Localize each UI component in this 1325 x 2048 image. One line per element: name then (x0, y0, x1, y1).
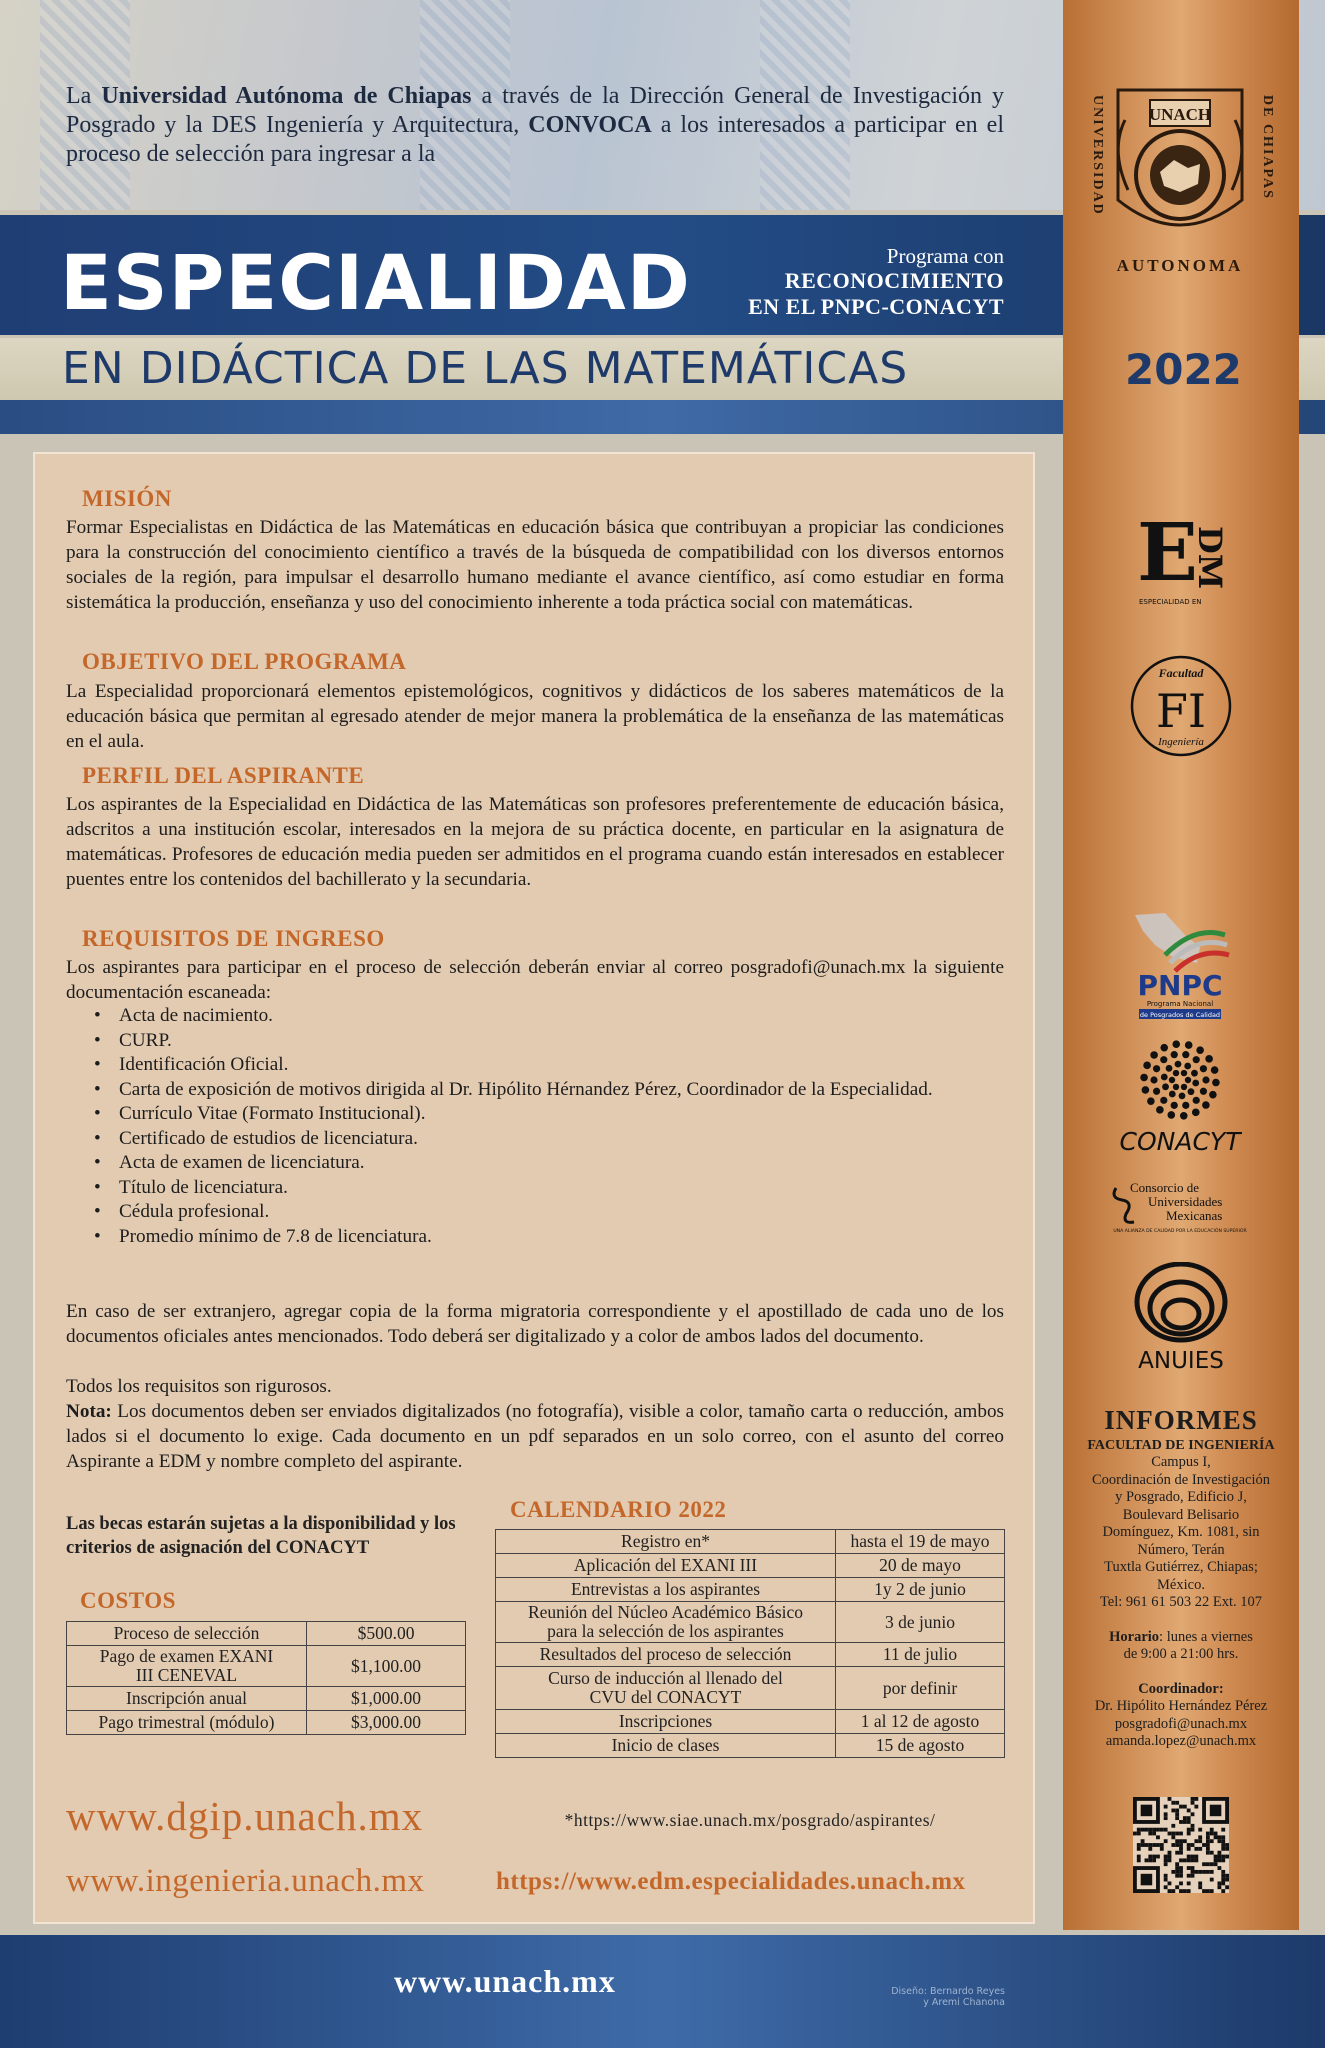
pnpc-logo-icon (1125, 905, 1235, 1020)
dgip-link[interactable]: www.dgip.unach.mx (66, 1793, 424, 1839)
table-cell: Pago de examen EXANI III CENEVAL (67, 1646, 307, 1687)
table-row (67, 1687, 466, 1711)
design-credits (840, 1986, 1005, 2008)
mision-text: Formar Especialistas en Didáctica de las Matemáticas en educación básica que contribuyan a propiciar las condiciones para la construcción del conocimiento científico a través de la búsqueda de compatibilidad con los diversos entornos sociales de la región, para impulsar el desarrollo humano mediante el avance científico, así como estudiar en forma sistemática la producción, enseñanza y uso del conocimiento inherente a toda práctica social con matemáticas. (66, 517, 1004, 613)
table-row (496, 1667, 1005, 1710)
calendario-table (495, 1529, 1005, 1758)
unach-seal-icon (1070, 80, 1290, 280)
table-cell: Resultados del proceso de selección (496, 1643, 836, 1667)
anuies-text: ANUIES (1138, 1348, 1224, 1374)
list-item: • Promedio mínimo de 7.8 de licenciatura. (94, 1225, 1004, 1250)
table-cell: $1,000.00 (307, 1687, 466, 1711)
table-row (496, 1554, 1005, 1578)
list-item: • Acta de nacimiento. (94, 1004, 1004, 1029)
list-item: • Acta de examen de licenciatura. (94, 1151, 1004, 1176)
horario-line: Horario: lunes a viernes (1109, 1628, 1253, 1645)
recognition-line-2: EN EL PNPC-CONACYT (748, 294, 1004, 319)
table-cell: 15 de agosto (836, 1734, 1005, 1758)
table-cell: Curso de inducción al llenado del CVU del CONACYT (496, 1667, 836, 1710)
email-link[interactable]: posgradofi@unach.mx (1114, 1715, 1248, 1732)
table-cell: Proceso de selección (67, 1622, 307, 1646)
table-cell: Pago trimestral (módulo) (67, 1711, 307, 1735)
extranjero-text: En caso de ser extranjero, agregar copia de la forma migratoria correspondiente y el apostillado de cada uno de los documentos oficiales antes mencionados. Todo deberá ser digitalizado y a color de ambos lados del documento. (66, 1301, 1004, 1347)
requisitos-intro: Los aspirantes para participar en el proceso de selección deberán enviar al correo posgradofi@unach.mx la siguiente documentación escaneada: (66, 957, 1004, 1003)
pnpc-sub-1: Programa Nacional (1146, 1000, 1214, 1008)
table-cell: por definir (836, 1667, 1005, 1710)
svg-text:DM: DM (1191, 526, 1229, 590)
calendario-heading: CALENDARIO 2022 (510, 1497, 727, 1522)
list-item: • CURP. (94, 1029, 1004, 1054)
becas-note: Las becas estarán sujetas a la disponibilidad y los criterios de asignación del CONACYT (66, 1514, 456, 1558)
table-row (496, 1578, 1005, 1602)
page-subtitle: EN DIDÁCTICA DE LAS MATEMÁTICAS (62, 343, 909, 394)
facultad-label: FACULTAD DE INGENIERÍA (1087, 1438, 1275, 1453)
svg-text:E: E (1137, 508, 1198, 599)
requisitos-heading: REQUISITOS DE INGRESO (82, 926, 385, 951)
table-row (496, 1710, 1005, 1734)
design-credit-line: y Aremi Chanona (923, 1997, 1005, 2008)
edm-link[interactable]: https://www.edm.especialidades.unach.mx (496, 1868, 966, 1895)
table-cell: Inscripciones (496, 1710, 836, 1734)
table-row (67, 1711, 466, 1735)
table-cell: $500.00 (307, 1622, 466, 1646)
table-row (67, 1646, 466, 1687)
footer-band (0, 1935, 1325, 2048)
cum-line-2: Universidades (1148, 1194, 1223, 1209)
table-cell: $1,100.00 (307, 1646, 466, 1687)
costos-heading: COSTOS (80, 1588, 176, 1613)
table-row (496, 1602, 1005, 1643)
cum-logo-icon (1108, 1180, 1253, 1236)
list-item: • Identificación Oficial. (94, 1053, 1004, 1078)
table-row (67, 1622, 466, 1646)
list-item: • Cédula profesional. (94, 1200, 1004, 1225)
table-cell: Entrevistas a los aspirantes (496, 1578, 836, 1602)
table-cell: hasta el 19 de mayo (836, 1530, 1005, 1554)
table-cell: $3,000.00 (307, 1711, 466, 1735)
table-cell: 1y 2 de junio (836, 1578, 1005, 1602)
costos-table (66, 1621, 466, 1735)
unach-center-text: UNACH (1148, 105, 1212, 124)
edm-caption: ESPECIALIDAD EN (1139, 598, 1202, 606)
coordinador-name: Dr. Hipólito Hernández Pérez (1094, 1698, 1268, 1714)
informes-title: INFORMES (1104, 1405, 1258, 1435)
address-line: y Posgrado, Edificio J, (1115, 1489, 1247, 1505)
nota-text: Nota: Los documentos deben ser enviados digitalizados (no fotografía), visible a color, tamaño carta o reducción, ambos lados si el documento lo exige. Cada documento en un pdf separados en un solo correo, con el asunto del correo Aspirante a EDM y nombre completo del aspirante. (66, 1401, 1004, 1472)
requisitos-list (94, 1004, 1004, 1249)
table-cell: Inicio de clases (496, 1734, 836, 1758)
page-title: ESPECIALIDAD (60, 238, 691, 327)
ingenieria-link[interactable]: www.ingenieria.unach.mx (66, 1863, 425, 1899)
table-cell: 1 al 12 de agosto (836, 1710, 1005, 1734)
anuies-logo-icon (1123, 1262, 1239, 1374)
perfil-text: Los aspirantes de la Especialidad en Didáctica de las Matemáticas son profesores preferentemente de educación básica, adscritos a una institución escolar, interesados en la mejora de su práctica docente, en particular en la asignatura de matemáticas. Profesores de educación media pueden ser admitidos en el programa cuando están interesados en establecer puentes entre los contenidos del bachillerato y la secundaria. (66, 794, 1004, 890)
list-item: • Certificado de estudios de licenciatura. (94, 1127, 1004, 1152)
table-row (496, 1643, 1005, 1667)
horario-hours: de 9:00 a 21:00 hrs. (1123, 1646, 1239, 1662)
recognition-block (700, 244, 1004, 320)
unach-bottom-text: AUTONOMA (1116, 256, 1244, 275)
objetivo-text: La Especialidad proporcionará elementos epistemológicos, cognitivos y didácticos de los saberes matemáticos de la educación básica que permitan al egresado atender de mejor manera la problemática de la enseñanza de las matemáticas en el aula. (66, 681, 1004, 752)
fi-bottom-text: Ingeniería (1158, 736, 1204, 748)
address-line: México. (1157, 1576, 1205, 1593)
table-cell: Registro en* (496, 1530, 836, 1554)
address-line: Campus I, (1151, 1454, 1211, 1470)
list-item: • Carta de exposición de motivos dirigida al Dr. Hipólito Hérnandez Pérez, Coordinador de la Especialidad. (94, 1078, 1004, 1103)
cum-line-1: Consorcio de (1130, 1180, 1199, 1195)
pnpc-sub-2: de Posgrados de Calidad (1139, 1011, 1221, 1019)
conacyt-logo-icon (1105, 1040, 1255, 1155)
table-cell: 11 de julio (836, 1643, 1005, 1667)
table-row (496, 1530, 1005, 1554)
list-item: • Título de licenciatura. (94, 1176, 1004, 1201)
intro-paragraph: La Universidad Autónoma de Chiapas a través de la Dirección General de Investigación y Posgrado y la DES Ingeniería y Arquitectura, CONVOCA a los interesados a participar en el proceso de selección para ingresar a la (66, 83, 1005, 167)
rigurosos-text: Todos los requisitos son rigurosos. (66, 1376, 332, 1397)
table-row (496, 1734, 1005, 1758)
pnpc-text: PNPC (1137, 969, 1223, 1002)
year-label: 2022 (1125, 345, 1242, 394)
objetivo-heading: OBJETIVO DEL PROGRAMA (82, 649, 407, 674)
recognition-line-1: RECONOCIMIENTO (784, 268, 1004, 293)
address-line: Tuxtla Gutiérrez, Chiapas; (1104, 1559, 1258, 1575)
list-item: • Currículo Vitae (Formato Institucional). (94, 1102, 1004, 1127)
siae-link[interactable]: *https://www.siae.unach.mx/posgrado/aspirantes/ (564, 1810, 936, 1830)
table-cell: Reunión del Núcleo Académico Básico para la selección de los aspirantes (496, 1602, 836, 1643)
fi-top-text: Facultad (1158, 666, 1204, 680)
qr-code-icon[interactable] (1133, 1797, 1229, 1893)
table-cell: Inscripción anual (67, 1687, 307, 1711)
cum-subtitle: UNA ALIANZA DE CALIDAD POR LA EDUCACIÓN SUPERIOR (1113, 1229, 1247, 1234)
conacyt-text: CONACYT (1119, 1127, 1241, 1155)
phone: Tel: 961 61 503 22 Ext. 107 (1099, 1594, 1263, 1610)
table-cell: 20 de mayo (836, 1554, 1005, 1578)
email-link[interactable]: amanda.lopez@unach.mx (1105, 1733, 1257, 1749)
unach-right-text: DE CHIAPAS (1260, 95, 1275, 200)
perfil-heading: PERFIL DEL ASPIRANTE (82, 763, 365, 788)
address-line: Número, Terán (1137, 1541, 1225, 1558)
table-cell: 3 de junio (836, 1602, 1005, 1643)
address-line: Domínguez, Km. 1081, sin (1102, 1524, 1260, 1540)
program-label: Programa con (886, 244, 1004, 268)
unach-link[interactable]: www.unach.mx (394, 1963, 616, 1999)
address-line: Coordinación de Investigación (1092, 1471, 1270, 1488)
facultad-ingenieria-logo-icon (1128, 653, 1234, 759)
svg-text:FI: FI (1155, 684, 1207, 738)
address-line: Boulevard Belisario (1122, 1506, 1240, 1523)
informes-block (1063, 1405, 1299, 1751)
cum-line-3: Mexicanas (1166, 1208, 1223, 1223)
edm-logo-icon (1135, 508, 1235, 608)
design-credit-line: Diseño: Bernardo Reyes (891, 1986, 1005, 1997)
coordinador-label: Coordinador: (1138, 1680, 1224, 1697)
unach-left-text: UNIVERSIDAD (1090, 95, 1105, 216)
mision-heading: MISIÓN (82, 486, 172, 511)
table-cell: Aplicación del EXANI III (496, 1554, 836, 1578)
